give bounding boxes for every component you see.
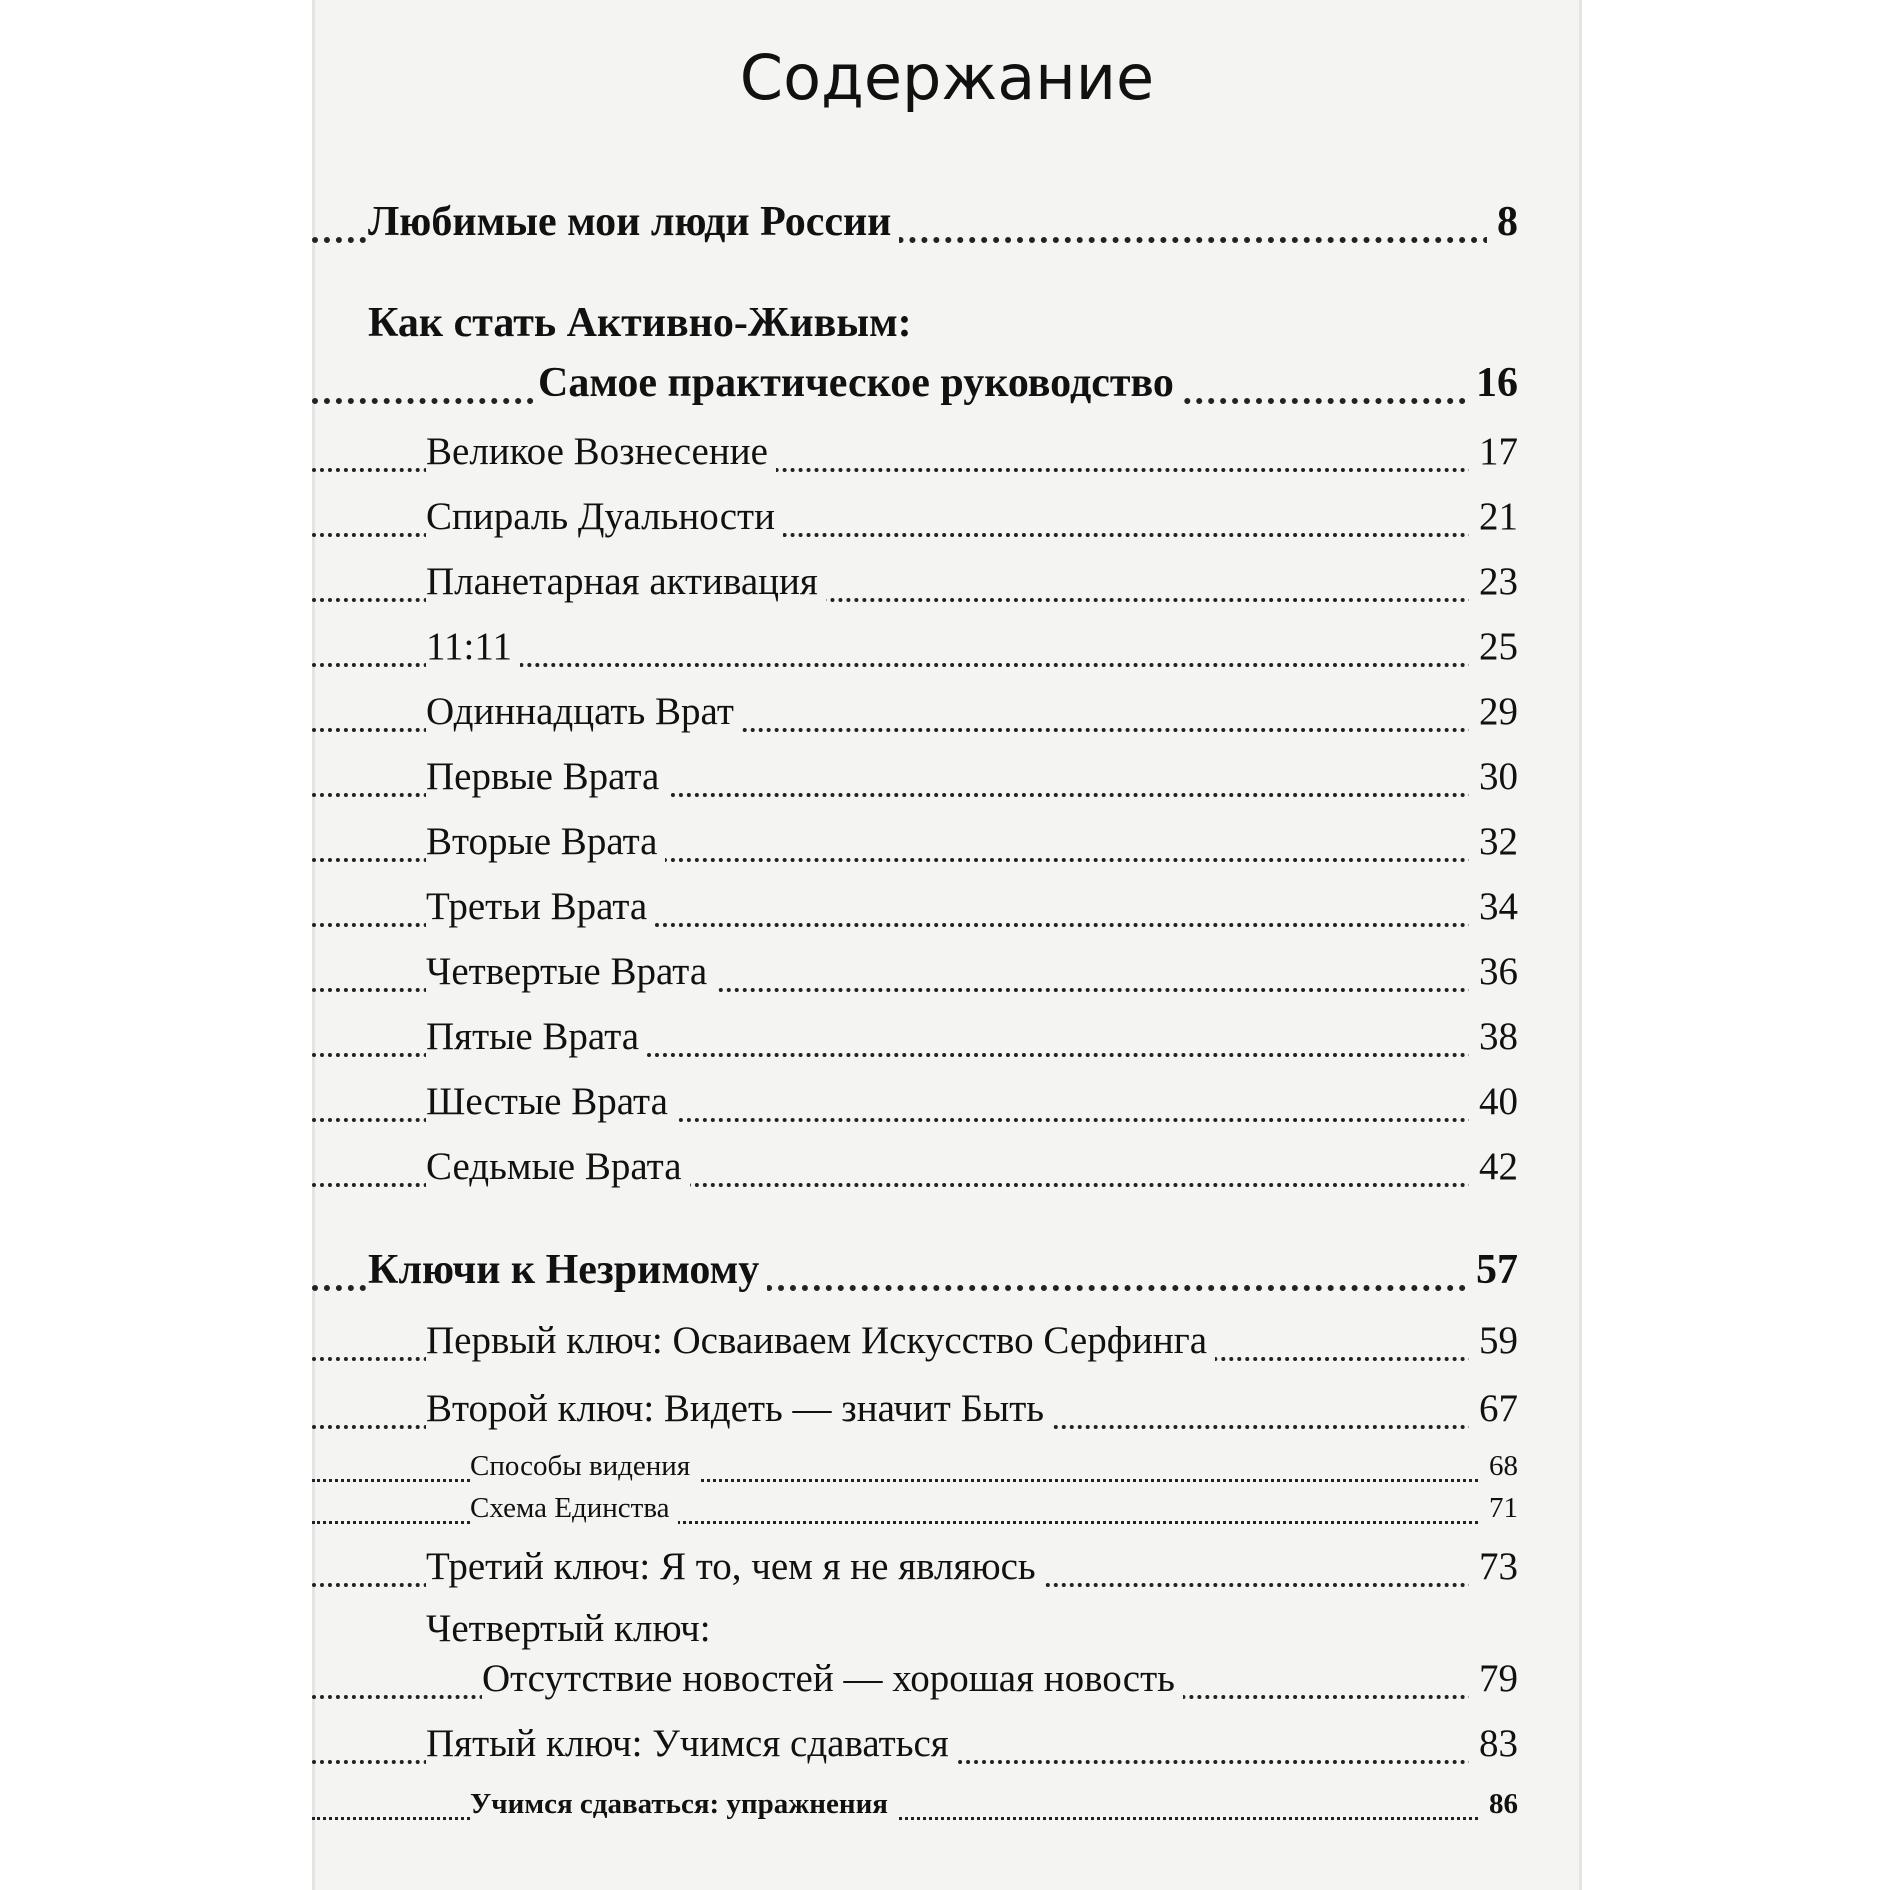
toc-entry-page: 59 <box>1469 1317 1518 1365</box>
toc-entry <box>312 430 1582 482</box>
toc-entry <box>312 302 1582 354</box>
toc-entry-title: Способы видения <box>470 1448 698 1484</box>
toc-entry-page: 36 <box>1469 948 1518 996</box>
toc-entry-page: 57 <box>1466 1245 1518 1295</box>
toc-entry <box>312 690 1582 742</box>
toc-entry-page: 79 <box>1469 1655 1518 1703</box>
toc-entry-page: 16 <box>1466 358 1518 408</box>
toc-entry-page: 23 <box>1469 558 1518 606</box>
toc-entry-title: Первый ключ: Осваиваем Искусство Серфинга <box>426 1317 1215 1365</box>
toc-entry-title: Планетарная активация <box>426 558 826 606</box>
toc-entry-title: Любимые мои люди России <box>368 197 899 247</box>
toc-entry-title: Самое практическое руководство <box>538 358 1182 408</box>
toc-entry-page: 86 <box>1479 1786 1518 1822</box>
toc-entry-title: Великое Вознесение <box>426 428 776 476</box>
toc-entry-title: Как стать Активно-Живым: <box>368 300 912 346</box>
toc-entry-page: 8 <box>1487 197 1518 247</box>
toc-entry-page: 68 <box>1479 1448 1518 1484</box>
toc-entry-title: Второй ключ: Видеть — значит Быть <box>426 1385 1052 1433</box>
toc-entry-page: 21 <box>1469 493 1518 541</box>
toc-entry <box>312 1776 1582 1828</box>
toc-entry-title: Вторые Врата <box>426 818 665 866</box>
toc-entry <box>312 1545 1582 1597</box>
toc-entry-title: Пятый ключ: Учимся сдаваться <box>426 1720 957 1768</box>
toc-entry-page: 67 <box>1469 1385 1518 1433</box>
toc-entry <box>312 1080 1582 1132</box>
toc-entry-page: 40 <box>1469 1078 1518 1126</box>
toc-entry <box>312 820 1582 872</box>
toc-entry <box>312 1722 1582 1774</box>
toc-entry-page: 34 <box>1469 883 1518 931</box>
toc-entry <box>312 950 1582 1002</box>
toc-entry <box>312 1015 1582 1067</box>
toc-entry <box>312 560 1582 612</box>
toc-entry <box>312 201 1582 253</box>
toc-entry-title: Четвертый ключ: <box>426 1607 711 1650</box>
toc-entry-title: Пятые Врата <box>426 1013 647 1061</box>
toc-entry-title: Третий ключ: Я то, чем я не являюсь <box>426 1543 1044 1591</box>
toc-entry-title: Четвертые Врата <box>426 948 715 996</box>
toc-entry-title: Одиннадцать Врат <box>426 688 742 736</box>
toc-entry <box>312 495 1582 547</box>
toc-entry-page: 83 <box>1469 1720 1518 1768</box>
toc-entry-page: 32 <box>1469 818 1518 866</box>
toc-entry-title: Шестые Врата <box>426 1078 676 1126</box>
toc-entry-page: 42 <box>1469 1143 1518 1191</box>
toc-entry-title: Третьи Врата <box>426 883 655 931</box>
toc-entry <box>312 1249 1582 1301</box>
toc-entry-title: Седьмые Врата <box>426 1143 690 1191</box>
toc-entry-title: Отсутствие новостей — хорошая новость <box>482 1655 1183 1703</box>
toc-entry <box>312 1657 1582 1709</box>
toc-entry-page: 30 <box>1469 753 1518 801</box>
toc-entry <box>312 1607 1582 1659</box>
toc-entry-title: 11:11 <box>426 623 520 671</box>
toc-entry-title: Первые Врата <box>426 753 667 801</box>
toc-entry <box>312 1319 1582 1371</box>
book-page <box>312 0 1582 1890</box>
toc-entry-title: Схема Единства <box>470 1490 678 1526</box>
toc-entry <box>312 362 1582 414</box>
toc-entry-page: 73 <box>1469 1543 1518 1591</box>
toc-entry <box>312 625 1582 677</box>
toc-entry <box>312 1387 1582 1439</box>
toc-entry-page: 71 <box>1479 1490 1518 1526</box>
toc-entry-page: 38 <box>1469 1013 1518 1061</box>
toc-entry-page: 25 <box>1469 623 1518 671</box>
toc-entry <box>312 755 1582 807</box>
toc-entry <box>312 1145 1582 1197</box>
toc-entry-page: 17 <box>1469 428 1518 476</box>
toc-entry <box>312 885 1582 937</box>
toc-entry-title: Учимся сдаваться: упражнения <box>470 1786 896 1822</box>
page-title: Содержание <box>739 41 1155 114</box>
toc-entry <box>312 1480 1582 1532</box>
toc-entry-title: Ключи к Незримому <box>368 1245 767 1295</box>
toc-entry-title: Спираль Дуальности <box>426 493 783 541</box>
toc-entry-page: 29 <box>1469 688 1518 736</box>
